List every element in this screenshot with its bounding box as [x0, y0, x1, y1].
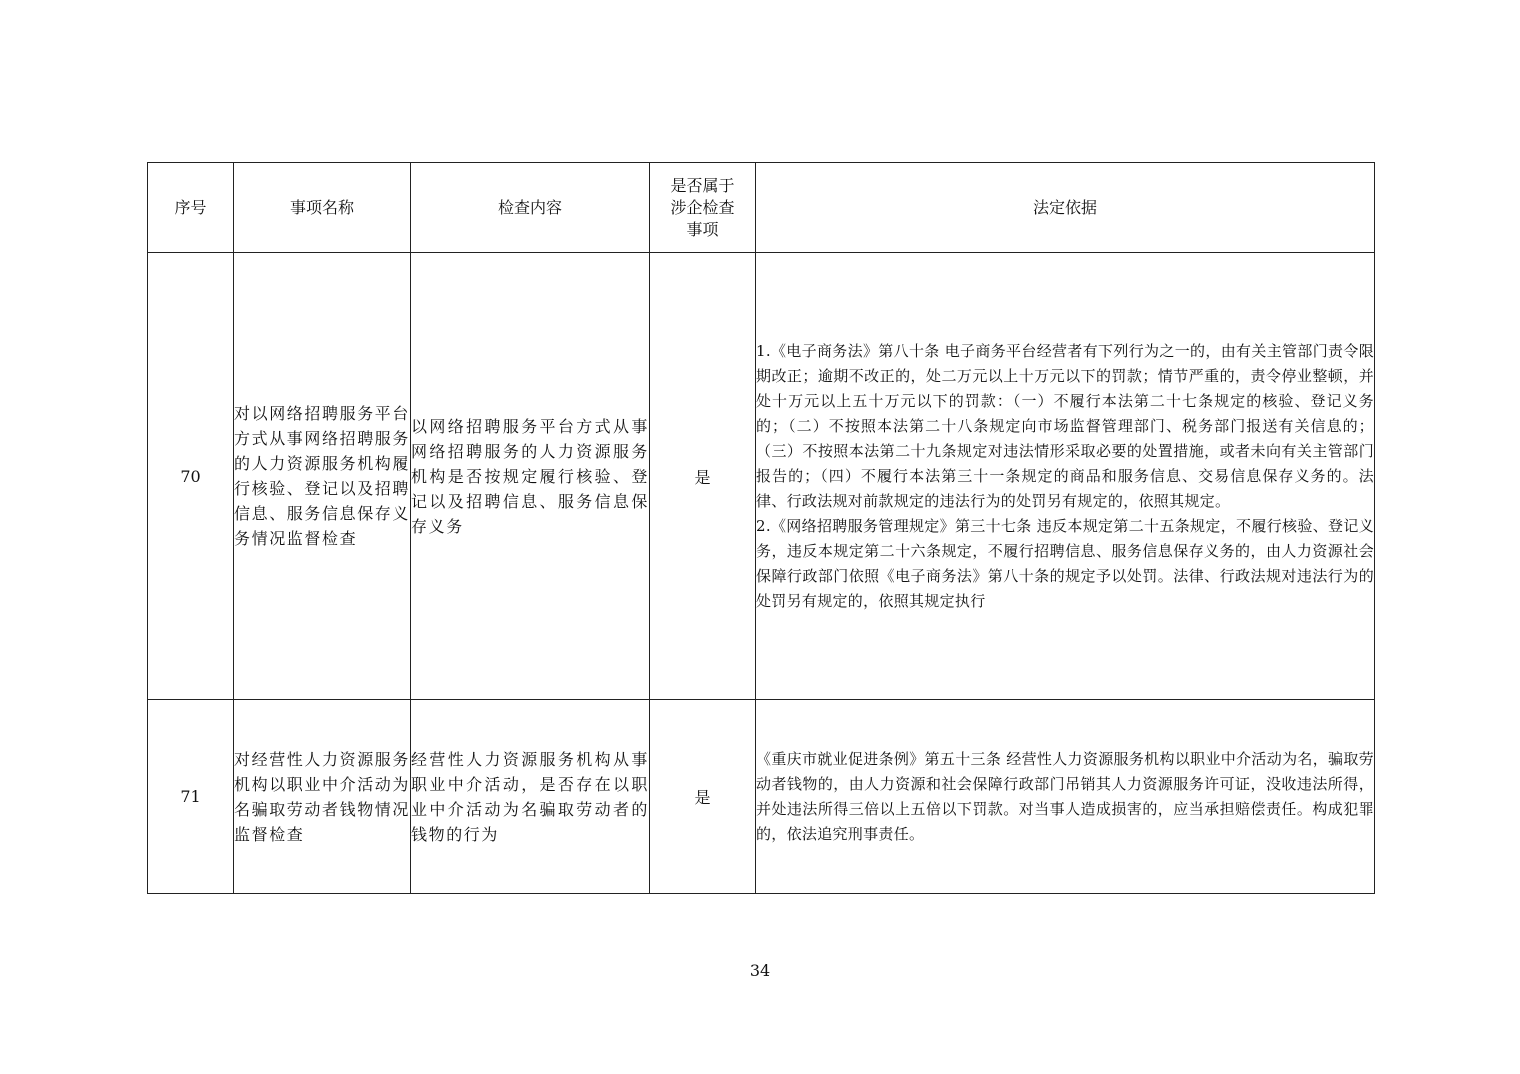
header-basis: 法定依据 [756, 163, 1375, 253]
row-enterprise-flag: 是 [650, 253, 756, 700]
inspection-items-table [147, 162, 1375, 894]
legal-basis-paragraph: 1.《电子商务法》第八十条 电子商务平台经营者有下列行为之一的，由有关主管部门责令限期改正；逾期不改正的，处二万元以上十万元以下的罚款；情节严重的，责令停业整顿，并处十万元以上五十万元以下的罚款：（一）不履行本法第二十七条规定的核验、登记义务的；（二）不按照本法第二十八条规定向市场监督管理部门、税务部门报送有关信息的；（三）不按照本法第二十九条规定对违法情形采取必要的处置措施，或者未向有关主管部门报告的；（四）不履行本法第三十一条规定的商品和服务信息、交易信息保存义务的。法律、行政法规对前款规定的违法行为的处罚另有规定的，依照其规定。 [756, 341, 1374, 510]
row-legal-basis [756, 700, 1375, 894]
row-item-name: 对以网络招聘服务平台方式从事网络招聘服务的人力资源服务机构履行核验、登记以及招聘信息、服务信息保存义务情况监督检查 [234, 253, 411, 700]
header-name: 事项名称 [234, 163, 411, 253]
table-row [148, 253, 1375, 700]
legal-basis-paragraph: 《重庆市就业促进条例》第五十三条 经营性人力资源服务机构以职业中介活动为名，骗取劳动者钱物的，由人力资源和社会保障行政部门吊销其人力资源服务许可证，没收违法所得，并处违法所得三倍以上五倍以下罚款。对当事人造成损害的，应当承担赔偿责任。构成犯罪的，依法追究刑事责任。 [756, 749, 1374, 843]
legal-basis-paragraph: 2.《网络招聘服务管理规定》第三十七条 违反本规定第二十五条规定，不履行核验、登记义务，违反本规定第二十六条规定，不履行招聘信息、服务信息保存义务的，由人力资源社会保障行政部门依照《电子商务法》第八十条的规定予以处罚。法律、行政法规对违法行为的处罚另有规定的，依照其规定执行 [756, 516, 1374, 610]
row-check-content: 经营性人力资源服务机构从事职业中介活动，是否存在以职业中介活动为名骗取劳动者的钱物的行为 [411, 700, 650, 894]
header-content: 检查内容 [411, 163, 650, 253]
table-row [148, 700, 1375, 894]
page-number: 34 [749, 961, 771, 980]
row-seq: 70 [148, 253, 234, 700]
row-legal-basis [756, 253, 1375, 700]
row-enterprise-flag: 是 [650, 700, 756, 894]
header-enterprise [650, 163, 756, 253]
header-seq: 序号 [148, 163, 234, 253]
header-enterprise-label: 是否属于涉企检查事项 [670, 175, 735, 239]
row-seq: 71 [148, 700, 234, 894]
row-item-name: 对经营性人力资源服务机构以职业中介活动为名骗取劳动者钱物情况监督检查 [234, 700, 411, 894]
row-check-content: 以网络招聘服务平台方式从事网络招聘服务的人力资源服务机构是否按规定履行核验、登记以及招聘信息、服务信息保存义务 [411, 253, 650, 700]
table-header-row [148, 163, 1375, 253]
